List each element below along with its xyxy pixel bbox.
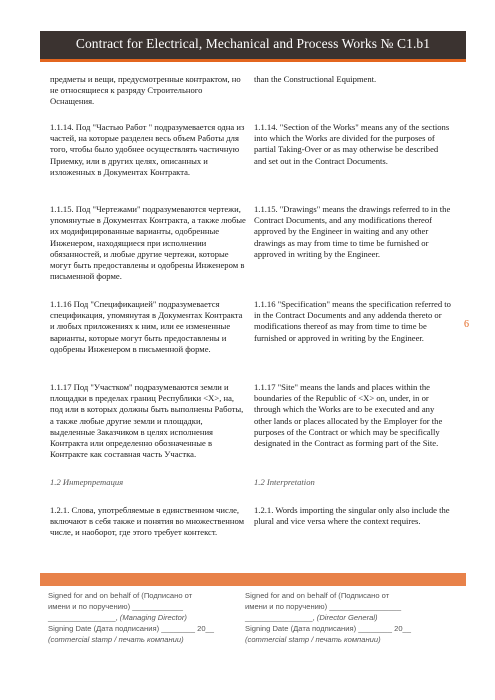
document-header	[40, 31, 466, 62]
ru-paragraph-continuation: предметы и вещи, предусмотренные контрактом, но не относящиеся к разряду Строительного Оснащения.	[50, 74, 241, 107]
en-clause-1-1-14: 1.1.14. "Section of the Works" means any of the sections into which the Works are divided for the purposes of partial Taking-Over or as may otherwise be described and set out in the Contract Documents.	[254, 122, 450, 166]
signature-line-3	[48, 612, 254, 623]
signature-block-left	[48, 590, 254, 645]
ru-clause-1-1-17: 1.1.17 Под "Участком" подразумеваются земли и площадки в пределах границ Республики <X>, на, под или в которых должны быть выполнены Работы, а также любые другие земли и площадки, выделенные Заказчиком в целях исполнения Контракта или определенно обозначенные в Контракте как составная часть Участка.	[50, 382, 244, 460]
footer-divider-bar	[40, 573, 466, 586]
signature-line-1: Signed for and on behalf of (Подписано от	[48, 591, 193, 600]
signing-date-line: Signing Date (Дата подписания) ________ 20__	[245, 624, 411, 634]
signature-line-3	[245, 612, 451, 623]
en-paragraph-continuation: than the Constructional Equipment.	[254, 74, 377, 84]
page-number: 6	[464, 319, 469, 330]
signature-blank: ________________,	[245, 613, 317, 623]
signature-line-1: Signed for and on behalf of (Подписано от	[245, 591, 390, 600]
signature-blank: ________________,	[48, 613, 120, 623]
en-clause-1-1-17: 1.1.17 "Site" means the lands and places within the boundaries of the Republic of <X> on, under, in or through which the Works are to be executed and any other lands or places allocated by the Employer for the purposes of the Contract or which may be specifically designated in the Contract as forming part of the Site.	[254, 382, 443, 449]
signatory-role: (Director General)	[316, 613, 378, 623]
signatory-role: (Managing Director)	[119, 613, 187, 623]
ru-clause-1-1-14: 1.1.14. Под "Частью Работ " подразумевается одна из частей, на которые разделен весь объем Работы для того, чтобы было удобнее осуществлять частичную Приемку, или в других целях, описанных и изложенных в Документах Контракта.	[50, 122, 245, 177]
en-clause-1-1-16: 1.1.16 "Specification" means the specification referred to in the Contract Documents and any addenda thereto or modifications thereof as may from time to time be furnished or approved in writing by the Engineer.	[254, 299, 451, 343]
en-clause-1-1-15: 1.1.15. "Drawings" means the drawings referred to in the Contract Documents, and any modifications thereof approved by the Engineer in waiting and any other drawings as may from time to time be furnished or approved in writing by the Engineer.	[254, 204, 451, 259]
document-title: Contract for Electrical, Mechanical and Process Works № C1.b1	[75, 36, 431, 51]
stamp-note: (commercial stamp / печать компании)	[48, 635, 184, 645]
ru-clause-1-1-15: 1.1.15. Под "Чертежами" подразумеваются чертежи, упомянутые в Документах Контракта, а также любые их модифицированные варианты, одобренные Инженером, находящиеся при исполнении обязанностей, и любые другие чертежи, которые могут быть предоставлены и одобрены Инженером в письменной форме.	[50, 204, 246, 282]
signature-line-2: имени и по поручению) ____________	[48, 602, 183, 612]
en-section-heading-1-2: 1.2 Interpretation	[254, 477, 315, 487]
signing-date-line: Signing Date (Дата подписания) ________ 20__	[48, 624, 214, 634]
en-clause-1-2-1: 1.2.1. Words importing the singular only also include the plural and vice versa where the context requires.	[254, 505, 450, 527]
signature-line-2: имени и по поручению) _________________	[245, 602, 402, 612]
stamp-note: (commercial stamp / печать компании)	[245, 635, 381, 645]
ru-section-heading-1-2: 1.2 Интерпретация	[50, 477, 124, 487]
ru-clause-1-2-1: 1.2.1. Слова, употребляемые в единственном числе, включают в себя также и понятия во множественном числе, и наоборот, где этого требует контекст.	[50, 505, 245, 538]
signature-block-right	[245, 590, 451, 645]
ru-clause-1-1-16: 1.1.16 Под "Спецификацией" подразумевается спецификация, упомянутая в Документах Контракта и любых приложениях к ним, или ее измененные варианты, которые могут быть предоставлены и одобрены Инженером в письменной форме.	[50, 299, 243, 354]
